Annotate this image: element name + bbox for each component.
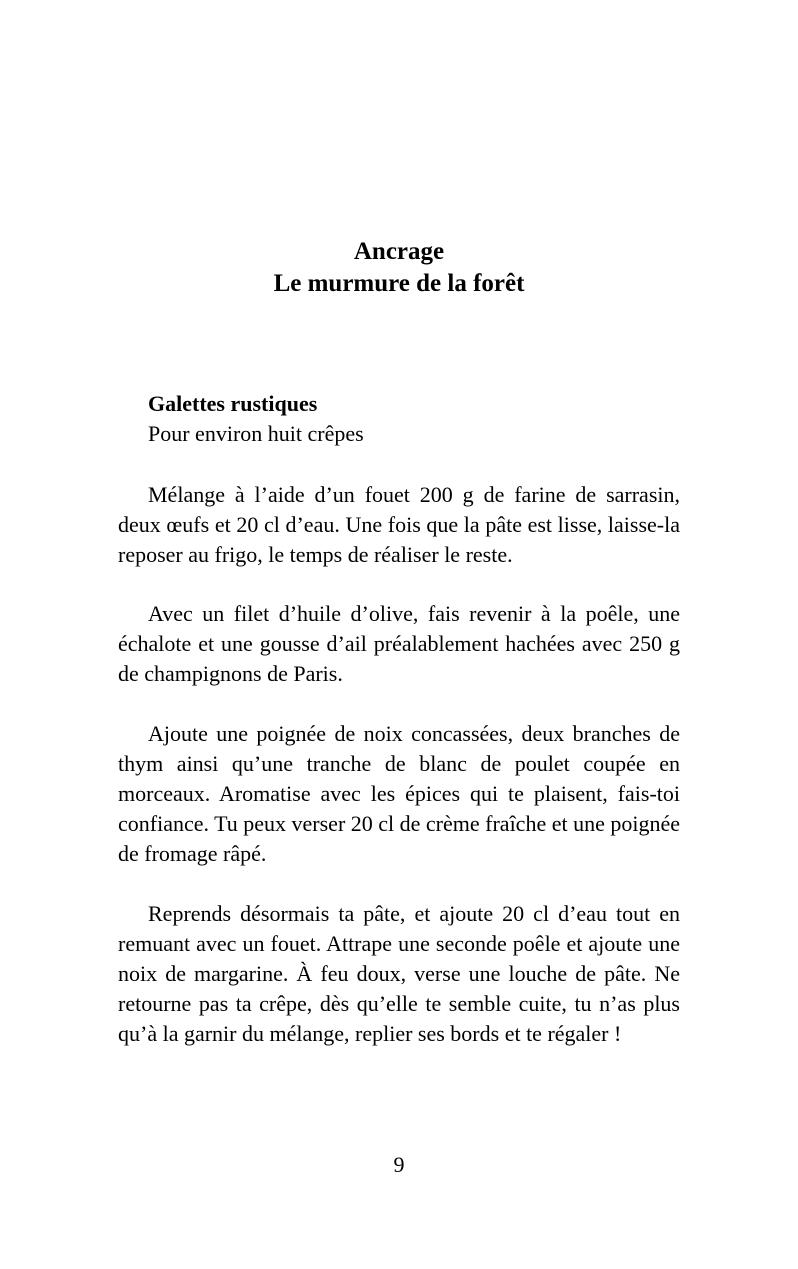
paragraph-4: Reprends désormais ta pâte, et ajoute 20 cl d’eau tout en remuant avec un fouet. Attrape une seconde poêle et ajoute une noix de margarine. À feu doux, verse une louche de pâte. Ne retourne pas ta crêpe, dès qu’elle te semble cuite, tu n’as plus qu’à la garnir du mélange, replier ses bords et te régaler ! xyxy=(118,901,680,1046)
page-number: 9 xyxy=(393,1152,405,1177)
paragraph-2: Avec un filet d’huile d’olive, fais revenir à la poêle, une échalote et une gousse d’ail préalablement hachées avec 250 g de champignons de Paris. xyxy=(118,601,680,686)
chapter-subtitle: Le murmure de la forêt xyxy=(273,270,525,297)
chapter-heading xyxy=(0,236,798,300)
recipe-yield: Pour environ huit crêpes xyxy=(148,421,364,446)
paragraph-1: Mélange à l’aide d’un fouet 200 g de farine de sarrasin, deux œufs et 20 cl d’eau. Une fois que la pâte est lisse, laisse-la reposer au frigo, le temps de réaliser le reste. xyxy=(118,482,680,567)
paragraph-3: Ajoute une poignée de noix concassées, deux branches de thym ainsi qu’une tranche de blanc de poulet coupée en morceaux. Aromatise avec les épices qui te plaisent, fais-toi confiance. Tu peux verser 20 cl de crème fraîche et une poignée de fromage râpé. xyxy=(118,721,680,866)
chapter-title: Ancrage xyxy=(353,238,445,265)
recipe-title: Galettes rustiques xyxy=(148,391,318,416)
